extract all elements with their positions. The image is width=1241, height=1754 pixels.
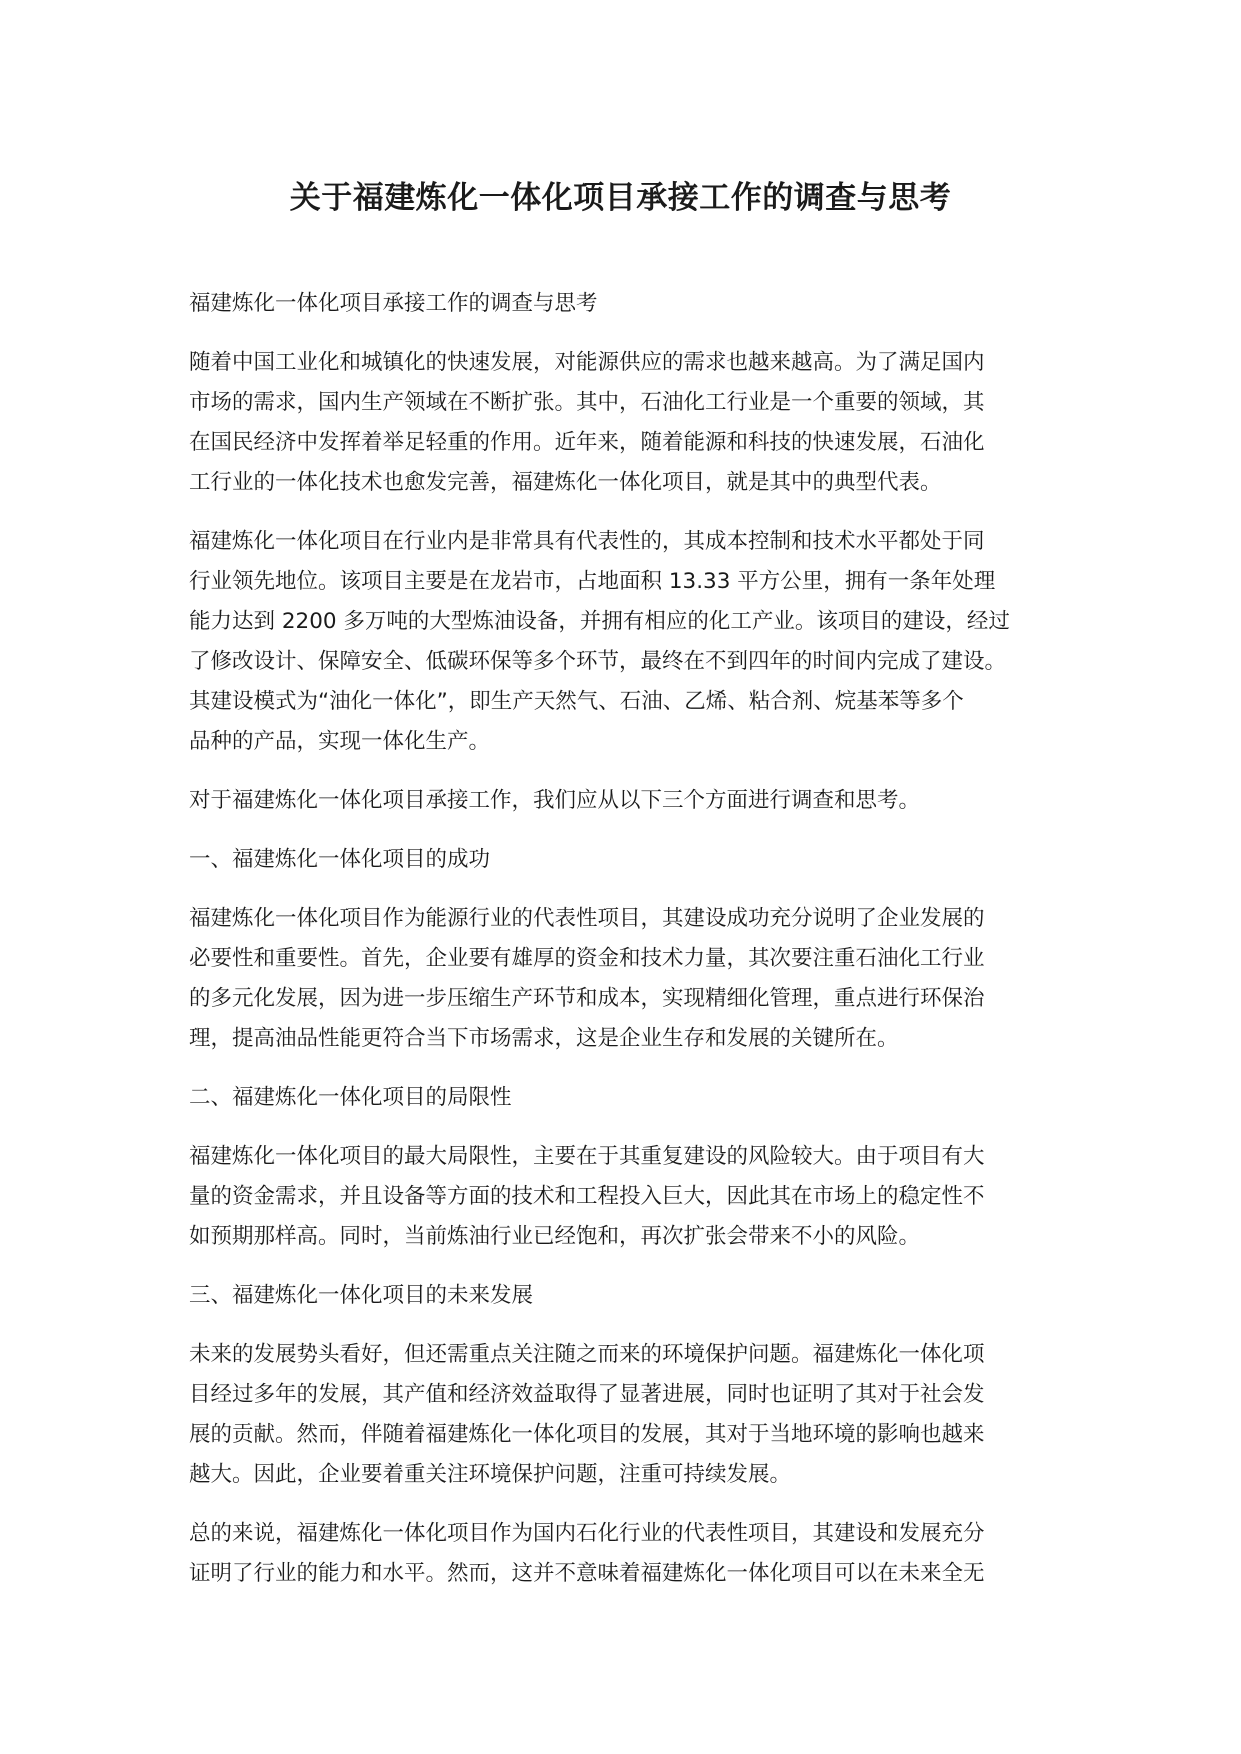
text-line: 越大。因此，企业要着重关注环境保护问题，注重可持续发展。	[189, 1462, 792, 1487]
paragraph	[189, 899, 1071, 1059]
text-line: 如预期那样高。同时，当前炼油行业已经饱和，再次扩张会带来不小的风险。	[189, 1224, 921, 1249]
text-line: 市场的需求，国内生产领域在不断扩张。其中，石油化工行业是一个重要的领域，其	[189, 390, 985, 415]
text-line: 对于福建炼化一体化项目承接工作，我们应从以下三个方面进行调查和思考。	[189, 788, 921, 813]
paragraph	[189, 1137, 1071, 1257]
text-line: 三、福建炼化一体化项目的未来发展	[189, 1283, 534, 1308]
text-line: 工行业的一体化技术也愈发完善，福建炼化一体化项目，就是其中的典型代表。	[189, 470, 942, 495]
section-heading	[189, 1276, 1071, 1316]
text-line: 能力达到 2200 多万吨的大型炼油设备，并拥有相应的化工产业。该项目的建设，经过	[189, 609, 1010, 634]
text-line: 一、福建炼化一体化项目的成功	[189, 847, 491, 872]
text-line: 未来的发展势头看好，但还需重点关注随之而来的环境保护问题。福建炼化一体化项	[189, 1342, 985, 1367]
section-heading	[189, 840, 1071, 880]
text-line: 的多元化发展，因为进一步压缩生产环节和成本，实现精细化管理，重点进行环保治	[189, 986, 985, 1011]
text-line: 在国民经济中发挥着举足轻重的作用。近年来，随着能源和科技的快速发展，石油化	[189, 430, 985, 455]
text-line: 福建炼化一体化项目作为能源行业的代表性项目，其建设成功充分说明了企业发展的	[189, 906, 985, 931]
text-line: 展的贡献。然而，伴随着福建炼化一体化项目的发展，其对于当地环境的影响也越来	[189, 1422, 985, 1447]
text-line: 其建设模式为“油化一体化”，即生产天然气、石油、乙烯、粘合剂、烷基苯等多个	[189, 689, 964, 714]
text-line: 福建炼化一体化项目的最大局限性，主要在于其重复建设的风险较大。由于项目有大	[189, 1144, 985, 1169]
paragraph	[189, 1514, 1071, 1594]
text-line: 理，提高油品性能更符合当下市场需求，这是企业生存和发展的关键所在。	[189, 1026, 899, 1051]
text-line: 福建炼化一体化项目承接工作的调查与思考	[189, 291, 598, 316]
document-body	[189, 284, 1071, 1613]
document-subtitle	[189, 284, 1071, 324]
text-line: 目经过多年的发展，其产值和经济效益取得了显著进展，同时也证明了其对于社会发	[189, 1382, 985, 1407]
paragraph	[189, 781, 1071, 821]
text-line: 随着中国工业化和城镇化的快速发展，对能源供应的需求也越来越高。为了满足国内	[189, 350, 985, 375]
text-line: 二、福建炼化一体化项目的局限性	[189, 1085, 512, 1110]
text-line: 必要性和重要性。首先，企业要有雄厚的资金和技术力量，其次要注重石油化工行业	[189, 946, 985, 971]
section-heading	[189, 1078, 1071, 1118]
text-line: 福建炼化一体化项目在行业内是非常具有代表性的，其成本控制和技术水平都处于同	[189, 529, 985, 554]
text-line: 品种的产品，实现一体化生产。	[189, 729, 491, 754]
document-title: 关于福建炼化一体化项目承接工作的调查与思考	[289, 180, 952, 216]
paragraph	[189, 343, 1071, 503]
text-line: 量的资金需求，并且设备等方面的技术和工程投入巨大，因此其在市场上的稳定性不	[189, 1184, 985, 1209]
text-line: 了修改设计、保障安全、低碳环保等多个环节，最终在不到四年的时间内完成了建设。	[189, 649, 1007, 674]
paragraph	[189, 1335, 1071, 1495]
text-line: 证明了行业的能力和水平。然而，这并不意味着福建炼化一体化项目可以在未来全无	[189, 1561, 985, 1586]
text-line: 行业领先地位。该项目主要是在龙岩市，占地面积 13.33 平方公里，拥有一条年处理	[189, 569, 996, 594]
text-line: 总的来说，福建炼化一体化项目作为国内石化行业的代表性项目，其建设和发展充分	[189, 1521, 985, 1546]
paragraph	[189, 522, 1071, 762]
